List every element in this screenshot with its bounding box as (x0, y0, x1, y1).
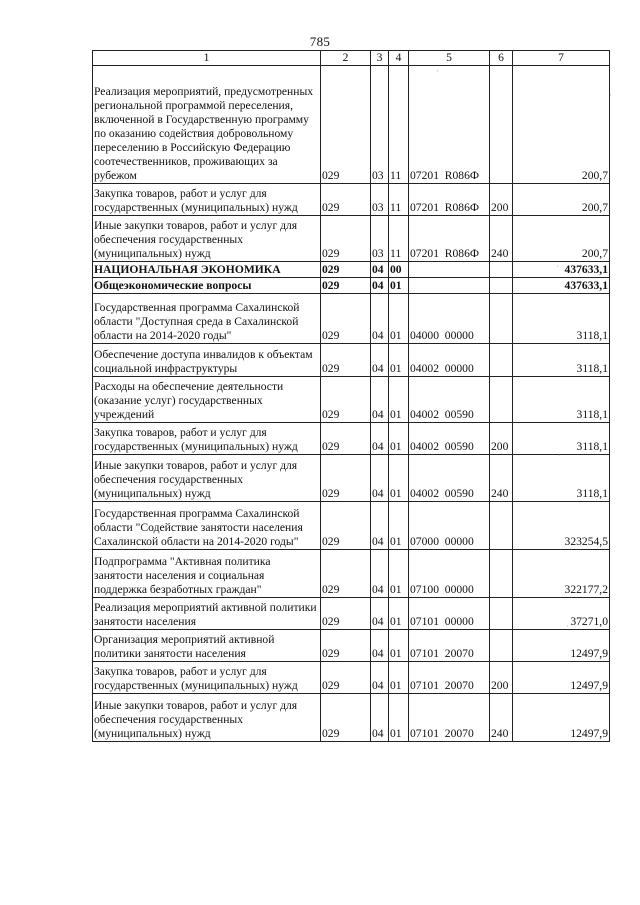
row-name-cell: Закупка товаров, работ и услуг для государственных (муниципальных) нужд (93, 184, 321, 216)
row-section-cell: 04 (371, 694, 389, 742)
row-type-cell: 200 (490, 423, 513, 455)
row-type-cell (490, 66, 513, 184)
row-amount-cell: 200,7 (513, 184, 610, 216)
row-subsection-cell: 00 (389, 262, 409, 278)
row-amount-cell: 12497,9 (513, 662, 610, 694)
row-target-cell: 07201 R086Ф (409, 216, 490, 262)
row-type-cell: 240 (490, 694, 513, 742)
table-row (93, 262, 610, 278)
row-name-cell: Организация мероприятий активной политики занятости населения (93, 630, 321, 662)
row-type-cell (490, 278, 513, 294)
row-subsection-cell: 01 (389, 694, 409, 742)
header-col-2: 2 (321, 51, 371, 66)
row-code-cell: 029 (321, 694, 371, 742)
row-target-cell: 07101 20070 (409, 694, 490, 742)
row-amount-cell: 12497,9 (513, 630, 610, 662)
row-name-cell: Расходы на обеспечение деятельности (оказание услуг) государственных учреждений (93, 377, 321, 423)
row-subsection-cell: 11 (389, 216, 409, 262)
scan-speck: · (558, 451, 561, 460)
row-name-cell: Иные закупки товаров, работ и услуг для обеспечения государственных (муниципальных) нужд (93, 694, 321, 742)
row-target-cell (409, 262, 490, 278)
row-code-cell: 029 (321, 630, 371, 662)
row-code-cell: 029 (321, 344, 371, 377)
row-subsection-cell: 01 (389, 423, 409, 455)
row-section-cell: 04 (371, 598, 389, 630)
row-section-cell: 04 (371, 455, 389, 502)
row-section-cell: 03 (371, 66, 389, 184)
header-col-4: 4 (389, 51, 409, 66)
scan-speck: · (609, 91, 612, 100)
page-number: 785 (309, 34, 331, 49)
row-target-cell: 07101 20070 (409, 662, 490, 694)
header-col-6: 6 (490, 51, 513, 66)
row-code-cell: 029 (321, 294, 371, 344)
row-code-cell: 029 (321, 66, 371, 184)
row-type-cell: 240 (490, 216, 513, 262)
row-type-cell (490, 294, 513, 344)
header-col-3: 3 (371, 51, 389, 66)
row-type-cell (490, 550, 513, 598)
row-type-cell: 200 (490, 184, 513, 216)
row-amount-cell: 3118,1 (513, 294, 610, 344)
row-section-cell: 04 (371, 502, 389, 550)
row-section-cell: 03 (371, 216, 389, 262)
row-target-cell: 07201 R086Ф (409, 184, 490, 216)
row-code-cell: 029 (321, 455, 371, 502)
row-type-cell: 200 (490, 662, 513, 694)
row-subsection-cell: 01 (389, 550, 409, 598)
table-row (93, 630, 610, 662)
row-name-cell: Закупка товаров, работ и услуг для государственных (муниципальных) нужд (93, 423, 321, 455)
header-col-1: 1 (93, 51, 321, 66)
row-section-cell: 04 (371, 377, 389, 423)
row-subsection-cell: 01 (389, 278, 409, 294)
row-amount-cell: 12497,9 (513, 694, 610, 742)
row-target-cell: 07101 00000 (409, 598, 490, 630)
table-row (93, 598, 610, 630)
row-subsection-cell: 01 (389, 455, 409, 502)
header-col-5: 5 (409, 51, 490, 66)
row-name-cell: Обеспечение доступа инвалидов к объектам социальной инфраструктуры (93, 344, 321, 377)
row-code-cell: 029 (321, 662, 371, 694)
row-type-cell (490, 377, 513, 423)
row-code-cell: 029 (321, 598, 371, 630)
table-row (93, 278, 610, 294)
table-row (93, 66, 610, 184)
row-amount-cell: 323254,5 (513, 502, 610, 550)
row-target-cell: 07101 20070 (409, 630, 490, 662)
row-type-cell (490, 630, 513, 662)
row-type-cell (490, 502, 513, 550)
row-target-cell: 04002 00590 (409, 423, 490, 455)
row-amount-cell: 3118,1 (513, 423, 610, 455)
row-target-cell (409, 278, 490, 294)
table-row (93, 184, 610, 216)
row-name-cell: Иные закупки товаров, работ и услуг для обеспечения государственных (муниципальных) нужд (93, 216, 321, 262)
row-section-cell: 04 (371, 294, 389, 344)
row-code-cell: 029 (321, 216, 371, 262)
row-amount-cell: 322177,2 (513, 550, 610, 598)
row-type-cell: 240 (490, 455, 513, 502)
row-amount-cell: 437633,1 (513, 278, 610, 294)
row-target-cell: 04002 00590 (409, 455, 490, 502)
row-target-cell: 07100 00000 (409, 550, 490, 598)
row-section-cell: 04 (371, 423, 389, 455)
row-amount-cell: 200,7 (513, 216, 610, 262)
row-section-cell: 04 (371, 662, 389, 694)
row-name-cell: Подпрограмма "Активная политика занятости населения и социальная поддержка безработных граждан" (93, 550, 321, 598)
row-subsection-cell: 11 (389, 184, 409, 216)
row-section-cell: 03 (371, 184, 389, 216)
row-subsection-cell: 01 (389, 662, 409, 694)
row-code-cell: 029 (321, 423, 371, 455)
table-row (93, 216, 610, 262)
row-subsection-cell: 01 (389, 598, 409, 630)
scan-speck: · (436, 67, 439, 76)
row-section-cell: 04 (371, 278, 389, 294)
row-code-cell: 029 (321, 550, 371, 598)
row-amount-cell: 200,7 (513, 66, 610, 184)
row-code-cell: 029 (321, 377, 371, 423)
row-target-cell: 07000 00000 (409, 502, 490, 550)
row-amount-cell: 3118,1 (513, 344, 610, 377)
header-row (93, 51, 610, 66)
row-section-cell: 04 (371, 550, 389, 598)
row-name-cell: Государственная программа Сахалинской области "Содействие занятости населения Сахалинской области на 2014-2020 годы" (93, 502, 321, 550)
scan-speck: · (556, 262, 559, 271)
row-subsection-cell: 01 (389, 344, 409, 377)
row-subsection-cell: 01 (389, 502, 409, 550)
row-amount-cell: 437633,1 (513, 262, 610, 278)
row-section-cell: 04 (371, 344, 389, 377)
table-row (93, 502, 610, 550)
row-subsection-cell: 01 (389, 630, 409, 662)
row-name-cell: Общеэкономические вопросы (93, 278, 321, 294)
row-code-cell: 029 (321, 262, 371, 278)
row-amount-cell: 37271,0 (513, 598, 610, 630)
row-target-cell: 04002 00000 (409, 344, 490, 377)
table-row (93, 294, 610, 344)
budget-table (92, 50, 610, 742)
table-row (93, 377, 610, 423)
row-name-cell: НАЦИОНАЛЬНАЯ ЭКОНОМИКА (93, 262, 321, 278)
row-code-cell: 029 (321, 278, 371, 294)
row-subsection-cell: 01 (389, 377, 409, 423)
table-row (93, 550, 610, 598)
row-type-cell (490, 344, 513, 377)
row-name-cell: Закупка товаров, работ и услуг для государственных (муниципальных) нужд (93, 662, 321, 694)
row-name-cell: Реализация мероприятий активной политики занятости населения (93, 598, 321, 630)
table-row (93, 423, 610, 455)
header-col-7: 7 (513, 51, 610, 66)
row-type-cell (490, 262, 513, 278)
row-name-cell: Государственная программа Сахалинской области "Доступная среда в Сахалинской области на 2014-2020 годы" (93, 294, 321, 344)
table-row (93, 694, 610, 742)
row-subsection-cell: 11 (389, 66, 409, 184)
row-section-cell: 04 (371, 630, 389, 662)
table-row (93, 662, 610, 694)
row-target-cell: 04000 00000 (409, 294, 490, 344)
row-code-cell: 029 (321, 502, 371, 550)
row-name-cell: Реализация мероприятий, предусмотренных региональной программой переселения, включенной в Государственную программу по оказанию содействия добровольному переселению в Российскую Федерацию соотечественников, проживающих за рубежом (93, 66, 321, 184)
row-name-cell: Иные закупки товаров, работ и услуг для обеспечения государственных (муниципальных) нужд (93, 455, 321, 502)
table-row (93, 455, 610, 502)
row-amount-cell: 3118,1 (513, 455, 610, 502)
table-row (93, 344, 610, 377)
row-section-cell: 04 (371, 262, 389, 278)
row-target-cell: 04002 00590 (409, 377, 490, 423)
row-type-cell (490, 598, 513, 630)
row-subsection-cell: 01 (389, 294, 409, 344)
scan-speck: · (566, 622, 569, 631)
row-code-cell: 029 (321, 184, 371, 216)
row-target-cell: 07201 R086Ф (409, 66, 490, 184)
row-amount-cell: 3118,1 (513, 377, 610, 423)
